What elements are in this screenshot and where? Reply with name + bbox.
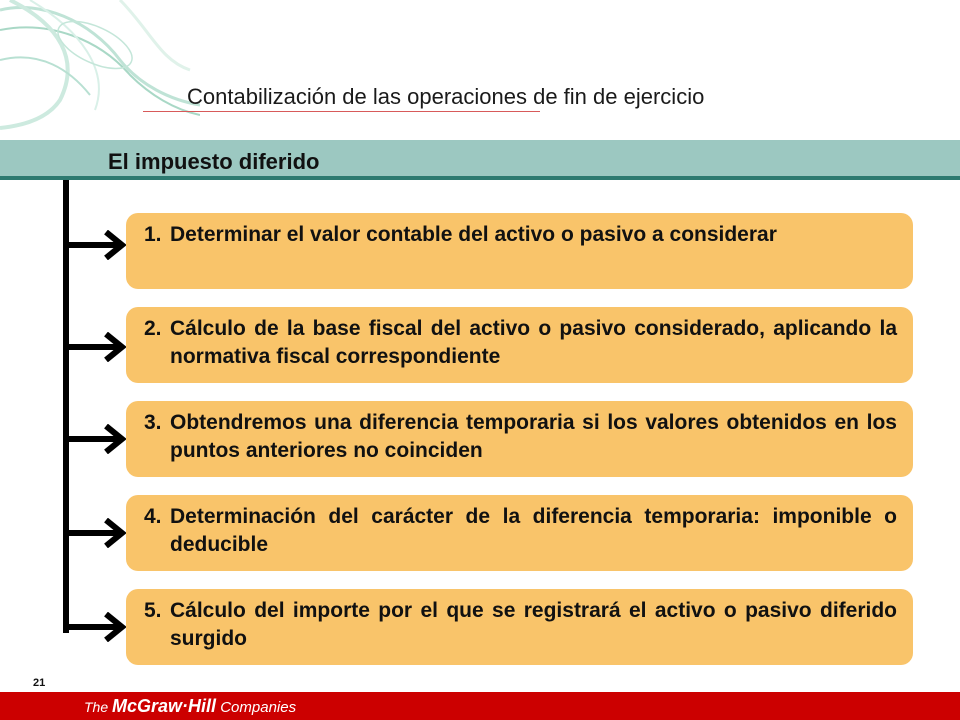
step-box bbox=[126, 401, 913, 477]
step-text: Cálculo de la base fiscal del activo o pasivo considerado, aplicando la normativa fiscal correspondiente bbox=[170, 317, 897, 368]
step-text: Determinación del carácter de la diferencia temporaria: imponible o deducible bbox=[170, 505, 897, 556]
step-number: 4. bbox=[144, 505, 162, 528]
publisher-logo bbox=[84, 696, 296, 717]
step-text: Determinar el valor contable del activo o pasivo a considerar bbox=[170, 223, 777, 246]
arrow-right-icon bbox=[66, 518, 126, 548]
step-number: 1. bbox=[144, 223, 162, 246]
footer-bar bbox=[0, 692, 960, 720]
section-title: El impuesto diferido bbox=[108, 149, 320, 174]
arrow-right-icon bbox=[66, 424, 126, 454]
logo-companies: Companies bbox=[216, 699, 297, 716]
page-title: Contabilización de las operaciones de fin de ejercicio bbox=[187, 84, 705, 109]
step-number: 5. bbox=[144, 599, 162, 622]
logo-the: The bbox=[84, 699, 113, 715]
step-box bbox=[126, 589, 913, 665]
step-box bbox=[126, 213, 913, 289]
page-number: 21 bbox=[33, 677, 46, 689]
step-box bbox=[126, 307, 913, 383]
title-underline bbox=[143, 111, 540, 112]
step-number: 3. bbox=[144, 411, 162, 434]
arrow-right-icon bbox=[66, 612, 126, 642]
arrow-right-icon bbox=[66, 332, 126, 362]
step-number: 2. bbox=[144, 317, 162, 340]
step-box bbox=[126, 495, 913, 571]
logo-brand: McGraw·Hill bbox=[112, 696, 217, 716]
step-text: Obtendremos una diferencia temporaria si los valores obtenidos en los puntos anteriores no coinciden bbox=[170, 411, 897, 462]
step-text: Cálculo del importe por el que se registrará el activo o pasivo diferido surgido bbox=[170, 599, 897, 650]
arrow-right-icon bbox=[66, 230, 126, 260]
